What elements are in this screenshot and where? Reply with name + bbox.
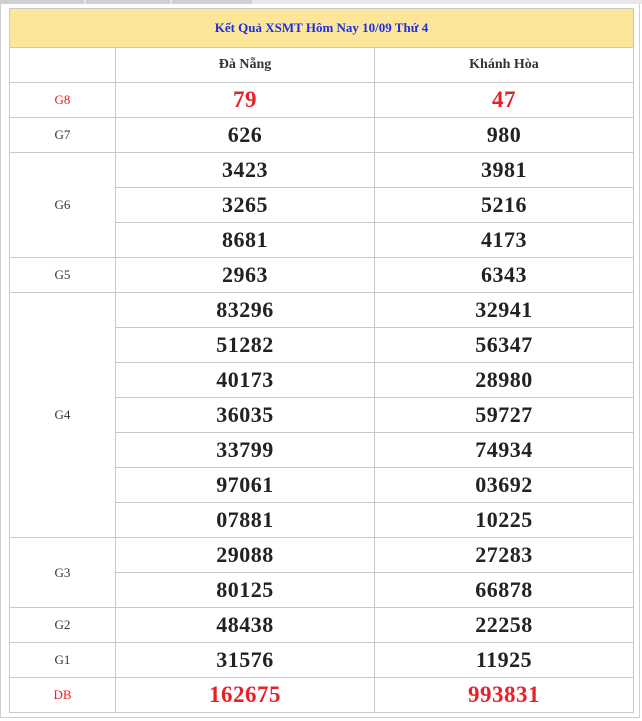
result-khanh-hoa: 5216 — [375, 188, 634, 223]
result-da-nang: 97061 — [116, 468, 375, 503]
result-da-nang: 51282 — [116, 328, 375, 363]
result-da-nang: 80125 — [116, 573, 375, 608]
result-khanh-hoa: 03692 — [375, 468, 634, 503]
prize-row-g4 — [10, 293, 634, 328]
result-khanh-hoa: 74934 — [375, 433, 634, 468]
prize-row-g6 — [10, 153, 634, 188]
result-khanh-hoa: 993831 — [375, 678, 634, 713]
result-khanh-hoa: 3981 — [375, 153, 634, 188]
header-prize-column — [10, 48, 116, 83]
result-da-nang: 33799 — [116, 433, 375, 468]
header-province-khanh-hoa: Khánh Hòa — [375, 48, 634, 83]
prize-label: G2 — [10, 608, 116, 643]
prize-label: G8 — [10, 83, 116, 118]
prize-label: G6 — [10, 153, 116, 258]
prize-row-db — [10, 678, 634, 713]
prize-label: G7 — [10, 118, 116, 153]
result-khanh-hoa: 28980 — [375, 363, 634, 398]
prize-row-g5 — [10, 258, 634, 293]
result-da-nang: 79 — [116, 83, 375, 118]
result-khanh-hoa: 10225 — [375, 503, 634, 538]
result-khanh-hoa: 4173 — [375, 223, 634, 258]
result-da-nang: 162675 — [116, 678, 375, 713]
prize-row-g2 — [10, 608, 634, 643]
header-row — [10, 48, 634, 83]
result-da-nang: 29088 — [116, 538, 375, 573]
result-da-nang: 2963 — [116, 258, 375, 293]
result-khanh-hoa: 11925 — [375, 643, 634, 678]
prize-label: G4 — [10, 293, 116, 538]
result-da-nang: 626 — [116, 118, 375, 153]
result-khanh-hoa: 22258 — [375, 608, 634, 643]
result-khanh-hoa: 6343 — [375, 258, 634, 293]
result-da-nang: 3423 — [116, 153, 375, 188]
prize-label: G3 — [10, 538, 116, 608]
result-da-nang: 8681 — [116, 223, 375, 258]
result-khanh-hoa: 59727 — [375, 398, 634, 433]
result-khanh-hoa: 980 — [375, 118, 634, 153]
results-title: Kết Quả XSMT Hôm Nay 10/09 Thứ 4 — [10, 9, 634, 48]
result-khanh-hoa: 27283 — [375, 538, 634, 573]
prize-row-g1 — [10, 643, 634, 678]
result-khanh-hoa: 32941 — [375, 293, 634, 328]
result-da-nang: 3265 — [116, 188, 375, 223]
lottery-results-table — [9, 8, 634, 713]
prize-row-g3 — [10, 538, 634, 573]
result-da-nang: 07881 — [116, 503, 375, 538]
result-da-nang: 40173 — [116, 363, 375, 398]
result-da-nang: 83296 — [116, 293, 375, 328]
header-province-da-nang: Đà Nẵng — [116, 48, 375, 83]
prize-label: DB — [10, 678, 116, 713]
result-khanh-hoa: 66878 — [375, 573, 634, 608]
prize-label: G1 — [10, 643, 116, 678]
result-khanh-hoa: 56347 — [375, 328, 634, 363]
prize-row-g8 — [10, 83, 634, 118]
prize-row-g7 — [10, 118, 634, 153]
prize-label: G5 — [10, 258, 116, 293]
result-khanh-hoa: 47 — [375, 83, 634, 118]
title-row — [10, 9, 634, 48]
result-da-nang: 31576 — [116, 643, 375, 678]
result-da-nang: 48438 — [116, 608, 375, 643]
result-da-nang: 36035 — [116, 398, 375, 433]
